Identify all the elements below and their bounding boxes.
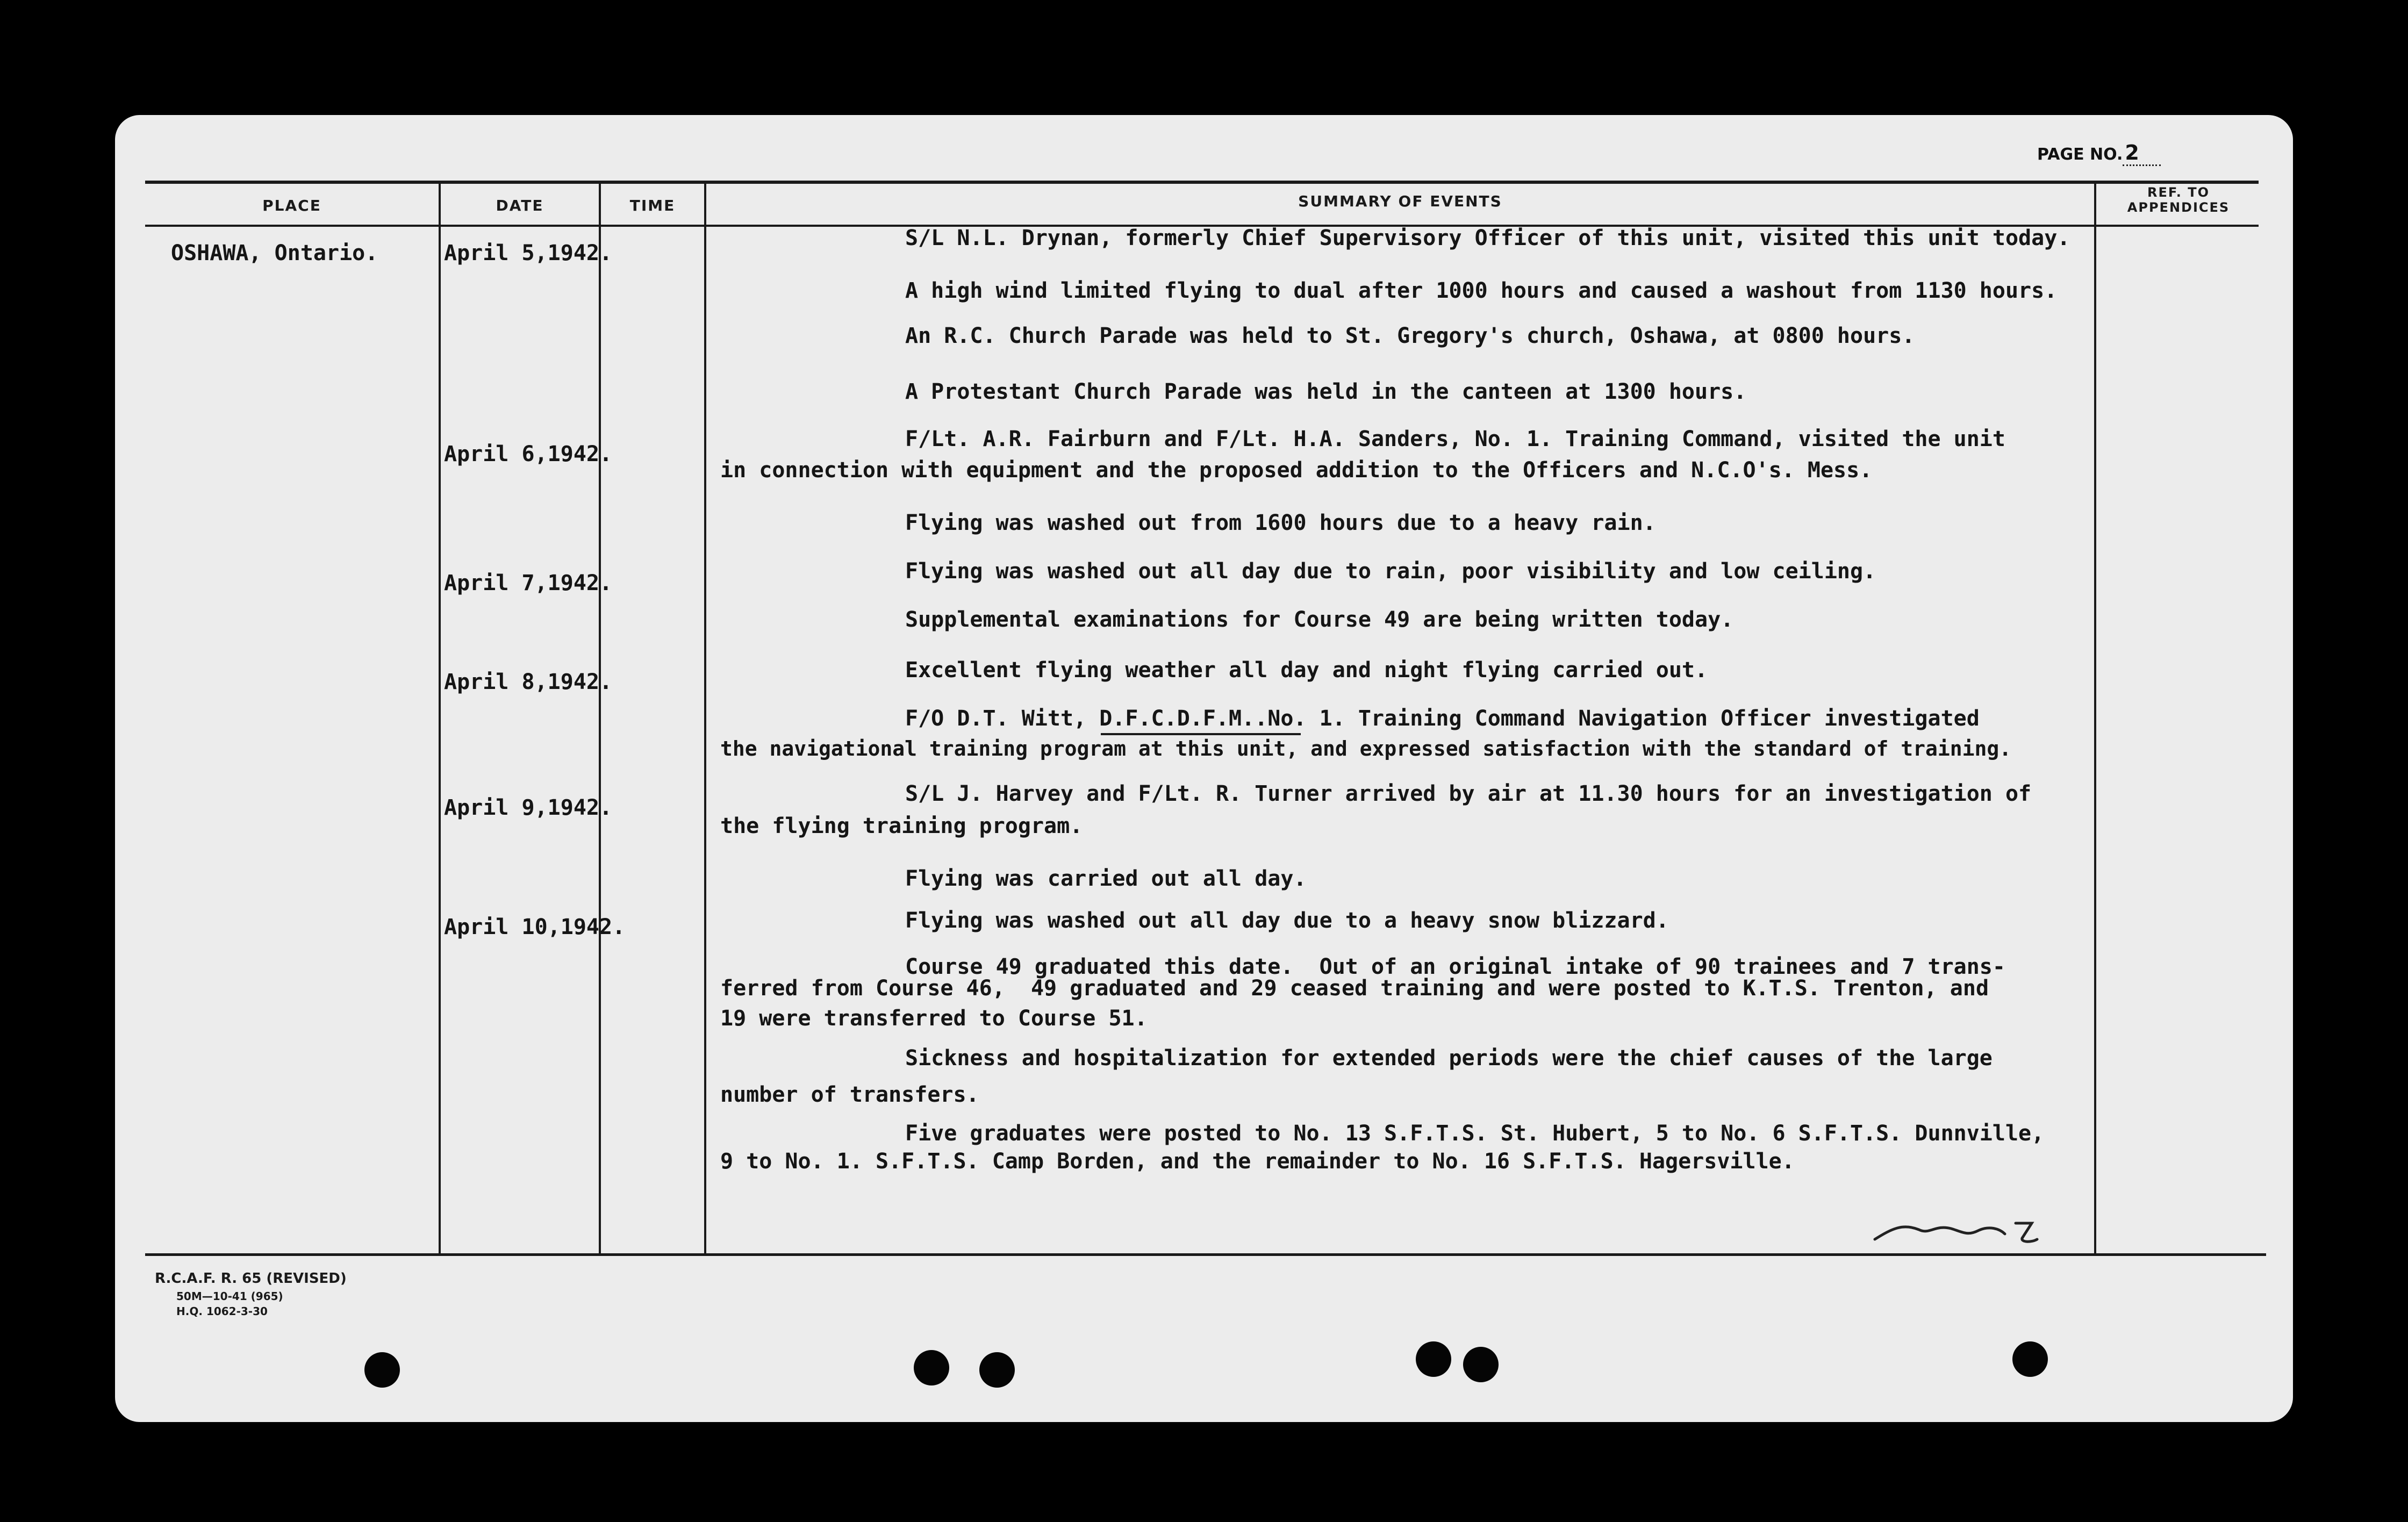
event-line: in connection with equipment and the proposed addition to the Officers and N.C.O's. Mess. [720,458,1873,483]
date-entry: April 6,1942. [444,442,613,466]
event-line: F/Lt. A.R. Fairburn and F/Lt. H.A. Sanders, No. 1. Training Command, visited the unit [905,427,2005,451]
top-rule [145,181,2259,184]
event-line: A Protestant Church Parade was held in the canteen at 1300 hours. [905,379,1747,404]
event-line: Supplemental examinations for Course 49 are being written today. [905,607,1734,632]
header-place: PLACE [262,197,321,214]
event-line: Sickness and hospitalization for extended periods were the chief causes of the large [905,1046,1993,1071]
page-number: 2 [2123,141,2160,166]
signature-mark [1870,1212,2053,1255]
event-line: Flying was washed out from 1600 hours due to a heavy rain. [905,511,1656,535]
header-ref-appendices: REF. TO APPENDICES [2127,185,2230,215]
event-line: S/L N.L. Drynan, formerly Chief Supervisory Officer of this unit, visited this unit today. [905,226,2070,250]
event-line: Five graduates were posted to No. 13 S.F.T.S. St. Hubert, 5 to No. 6 S.F.T.S. Dunnville, [905,1121,2045,1146]
event-line: ferred from Course 46, 49 graduated and 29 ceased training and were posted to K.T.S. Trenton, and [720,976,1989,1001]
event-line: F/O D.T. Witt, D.F.C.D.F.M..No. 1. Training Command Navigation Officer investigated [905,706,1980,731]
event-line: Excellent flying weather all day and night flying carried out. [905,658,1708,683]
binder-hole [1463,1347,1499,1382]
col-divider-date [599,184,601,1255]
binder-hole [1416,1341,1451,1377]
event-line: the flying training program. [720,814,1083,838]
form-code-line: H.Q. 1062-3-30 [176,1305,268,1318]
event-line: Flying was washed out all day due to a heavy snow blizzard. [905,908,1669,933]
binder-hole [979,1352,1015,1388]
place-cell: OSHAWA, Ontario. [171,241,378,265]
col-divider-time [704,184,706,1255]
date-entry: April 5,1942. [444,241,613,265]
col-divider-place [439,184,441,1255]
event-line: 9 to No. 1. S.F.T.S. Camp Borden, and the remainder to No. 16 S.F.T.S. Hagersville. [720,1149,1795,1174]
event-line: A high wind limited flying to dual after 1000 hours and caused a washout from 1130 hours. [905,278,2058,303]
binder-hole [914,1350,949,1385]
header-date: DATE [496,197,544,214]
event-line: An R.C. Church Parade was held to St. Gregory's church, Oshawa, at 0800 hours. [905,324,1915,348]
form-code-line: R.C.A.F. R. 65 (REVISED) [155,1270,347,1287]
date-entry: April 9,1942. [444,795,613,820]
event-line: Flying was carried out all day. [905,866,1307,891]
date-entry: April 7,1942. [444,571,613,595]
event-line: S/L J. Harvey and F/Lt. R. Turner arrived by air at 11.30 hours for an investigation of [905,781,2032,806]
header-summary: SUMMARY OF EVENTS [1298,192,1502,210]
event-line: 19 were transferred to Course 51. [720,1006,1148,1031]
form-code-line: 50M—10-41 (965) [176,1290,283,1303]
date-entry: April 8,1942. [444,670,613,694]
event-line: the navigational training program at this unit, and expressed satisfaction with the standard of training. [720,737,2012,760]
binder-hole [2012,1341,2048,1377]
header-time: TIME [629,197,676,214]
event-line: number of transfers. [720,1082,979,1107]
date-entry: April 10,1942. [444,915,626,939]
binder-hole [364,1352,400,1388]
page-label: PAGE NO. [2037,145,2123,164]
event-line: Flying was washed out all day due to rain, poor visibility and low ceiling. [905,559,1876,584]
event-line: Course 49 graduated this date. Out of an original intake of 90 trainees and 7 trans- [905,954,2005,979]
decoration-underline [1101,733,1301,735]
page-number-label [2037,141,2161,164]
col-divider-summary [2094,184,2096,1255]
